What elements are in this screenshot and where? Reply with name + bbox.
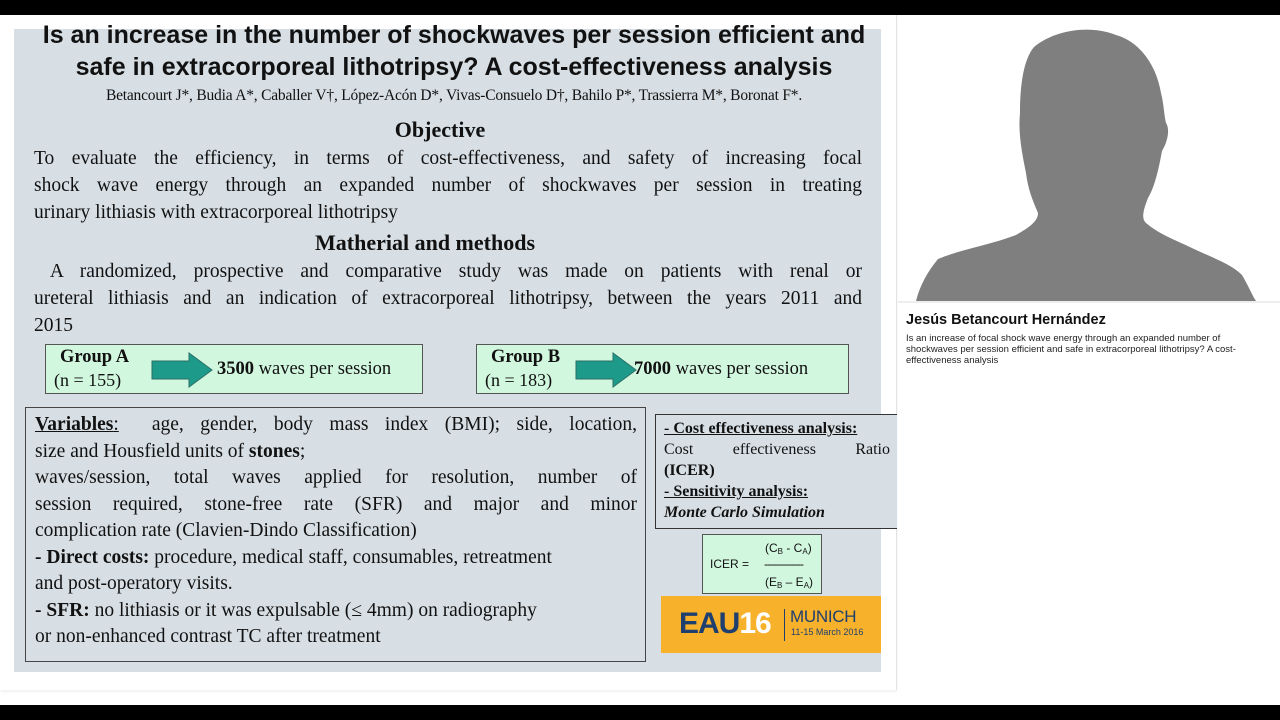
icer-label: ICER = xyxy=(710,557,750,571)
group-b-box xyxy=(476,344,849,394)
talk-title: Is an increase of focal shock wave energy through an expanded number of shockwaves per session efficient and safe in extracorporeal lithotripsy? A cost-effectiveness analysis xyxy=(906,333,1236,366)
slide-title xyxy=(14,19,894,83)
arrow-right-icon xyxy=(575,352,637,388)
direct-costs-line xyxy=(35,545,637,572)
variables-stones: stones xyxy=(248,440,300,462)
icer-numerator xyxy=(765,541,812,556)
variables-line-2-post: ; xyxy=(299,440,306,462)
slide-title-line-1: Is an increase in the number of shockwaves per session efficient and xyxy=(42,21,866,49)
variables-line-1 xyxy=(35,412,637,439)
slide-panel xyxy=(0,15,897,690)
group-b-waves-label: waves per session xyxy=(671,359,809,379)
cea-heading: - Cost effectiveness analysis: xyxy=(664,420,858,437)
den-close: ) xyxy=(809,575,814,589)
congress-logo-banner xyxy=(661,596,881,653)
icer-denominator xyxy=(765,575,813,590)
variables-line-5: complication rate (Clavien-Dindo Classification) xyxy=(35,520,417,541)
group-a-waves-count: 3500 xyxy=(217,359,254,379)
eau16-logo xyxy=(679,607,771,641)
congress-city: MUNICH xyxy=(790,607,857,626)
variables-colon: : xyxy=(113,414,119,435)
den-mid: – E xyxy=(782,575,804,589)
num-sub-b: B xyxy=(777,547,784,556)
analysis-box xyxy=(655,414,897,529)
den-sub-a: A xyxy=(803,581,810,590)
variables-line-2 xyxy=(35,439,637,466)
objective-line-1: To evaluate the efficiency, in terms of cost-effectiveness, and safety of increasing focal xyxy=(34,148,862,169)
group-a-count: (n = 155) xyxy=(54,370,122,390)
group-a-waves-label: waves per session xyxy=(254,359,392,379)
avatar xyxy=(898,15,1280,303)
methods-line-2: ureteral lithiasis and an indication of extracorporeal lithotripsy, between the years 2011 and xyxy=(34,288,862,309)
direct-costs-text: procedure, medical staff, consumables, retreatment xyxy=(149,546,552,568)
sfr-line xyxy=(35,598,637,625)
analysis-text xyxy=(664,418,890,523)
variables-text xyxy=(35,412,637,651)
icer-fraction-bar: ------------- xyxy=(764,557,803,571)
objective-text xyxy=(34,145,862,226)
person-silhouette-icon xyxy=(916,23,1256,303)
cea-line: Cost effectiveness Ratio xyxy=(664,441,890,458)
presenter-panel xyxy=(898,15,1280,690)
video-player-stage xyxy=(0,15,1280,705)
objective-heading: Objective xyxy=(394,117,486,142)
sfr-text: no lithiasis or it was expulsable (≤ 4mm) on radiography xyxy=(89,599,537,621)
icer-formula-box xyxy=(702,534,822,594)
group-b-waves xyxy=(634,359,808,380)
num-open: (C xyxy=(765,541,778,555)
num-close: ) xyxy=(807,541,812,555)
group-a-title: Group A xyxy=(60,347,130,367)
group-a-box xyxy=(45,344,423,394)
arrow-right-icon xyxy=(151,352,213,388)
methods-line-3: 2015 xyxy=(34,315,73,336)
sfr-label: - SFR: xyxy=(35,599,90,621)
direct-costs-label: - Direct costs: xyxy=(35,546,150,568)
group-a-waves xyxy=(217,359,391,380)
den-sub-b: B xyxy=(777,581,783,590)
variables-line-2-pre: size and Housfield units of xyxy=(35,440,249,462)
sensitivity-heading: - Sensitivity analysis: xyxy=(664,483,809,500)
sensitivity-method: Monte Carlo Simulation xyxy=(664,504,825,521)
num-sub-a: A xyxy=(802,547,808,556)
eau-brand: EAU xyxy=(679,607,740,640)
methods-text xyxy=(34,258,862,339)
variables-line-1-text: age, gender, body mass index (BMI); side, location, xyxy=(118,414,637,435)
variables-line-3: waves/session, total waves applied for resolution, number of xyxy=(35,467,637,488)
slide-title-line-2: safe in extracorporeal lithotripsy? A cost-effectiveness analysis xyxy=(75,53,833,81)
group-b-title: Group B xyxy=(491,347,561,367)
logo-divider xyxy=(784,609,785,641)
variables-label: Variables xyxy=(35,414,114,435)
sfr-line-2: or non-enhanced contrast TC after treatment xyxy=(35,626,381,647)
den-open: (E xyxy=(765,575,777,589)
congress-dates: 11-15 March 2016 xyxy=(791,627,864,637)
methods-heading: Matherial and methods xyxy=(315,230,535,255)
variables-line-4: session required, stone-free rate (SFR) and major and minor xyxy=(35,493,637,515)
direct-costs-line-2: and post-operatory visits. xyxy=(35,573,233,594)
objective-line-2: shock wave energy through an expanded number of shockwaves per session in treating xyxy=(34,175,862,196)
authors-line: Betancourt J*, Budia A*, Caballer V†, López-Acón D*, Vivas-Consuelo D†, Bahilo P*, Trassierra M*, Boronat F*. xyxy=(105,87,803,104)
letterbox-bottom xyxy=(0,705,1280,720)
group-b-waves-count: 7000 xyxy=(634,359,671,379)
speaker-name: Jesús Betancourt Hernández xyxy=(906,312,1106,328)
objective-line-3: urinary lithiasis with extracorporeal lithotripsy xyxy=(34,202,398,223)
eau-year: 16 xyxy=(739,607,771,640)
letterbox-top xyxy=(0,0,1280,15)
cea-abbr: (ICER) xyxy=(664,462,715,479)
group-b-count: (n = 183) xyxy=(485,370,553,390)
methods-line-1: A randomized, prospective and comparative study was made on patients with renal or xyxy=(34,261,862,282)
num-mid: - C xyxy=(783,541,803,555)
variables-box xyxy=(25,407,646,662)
